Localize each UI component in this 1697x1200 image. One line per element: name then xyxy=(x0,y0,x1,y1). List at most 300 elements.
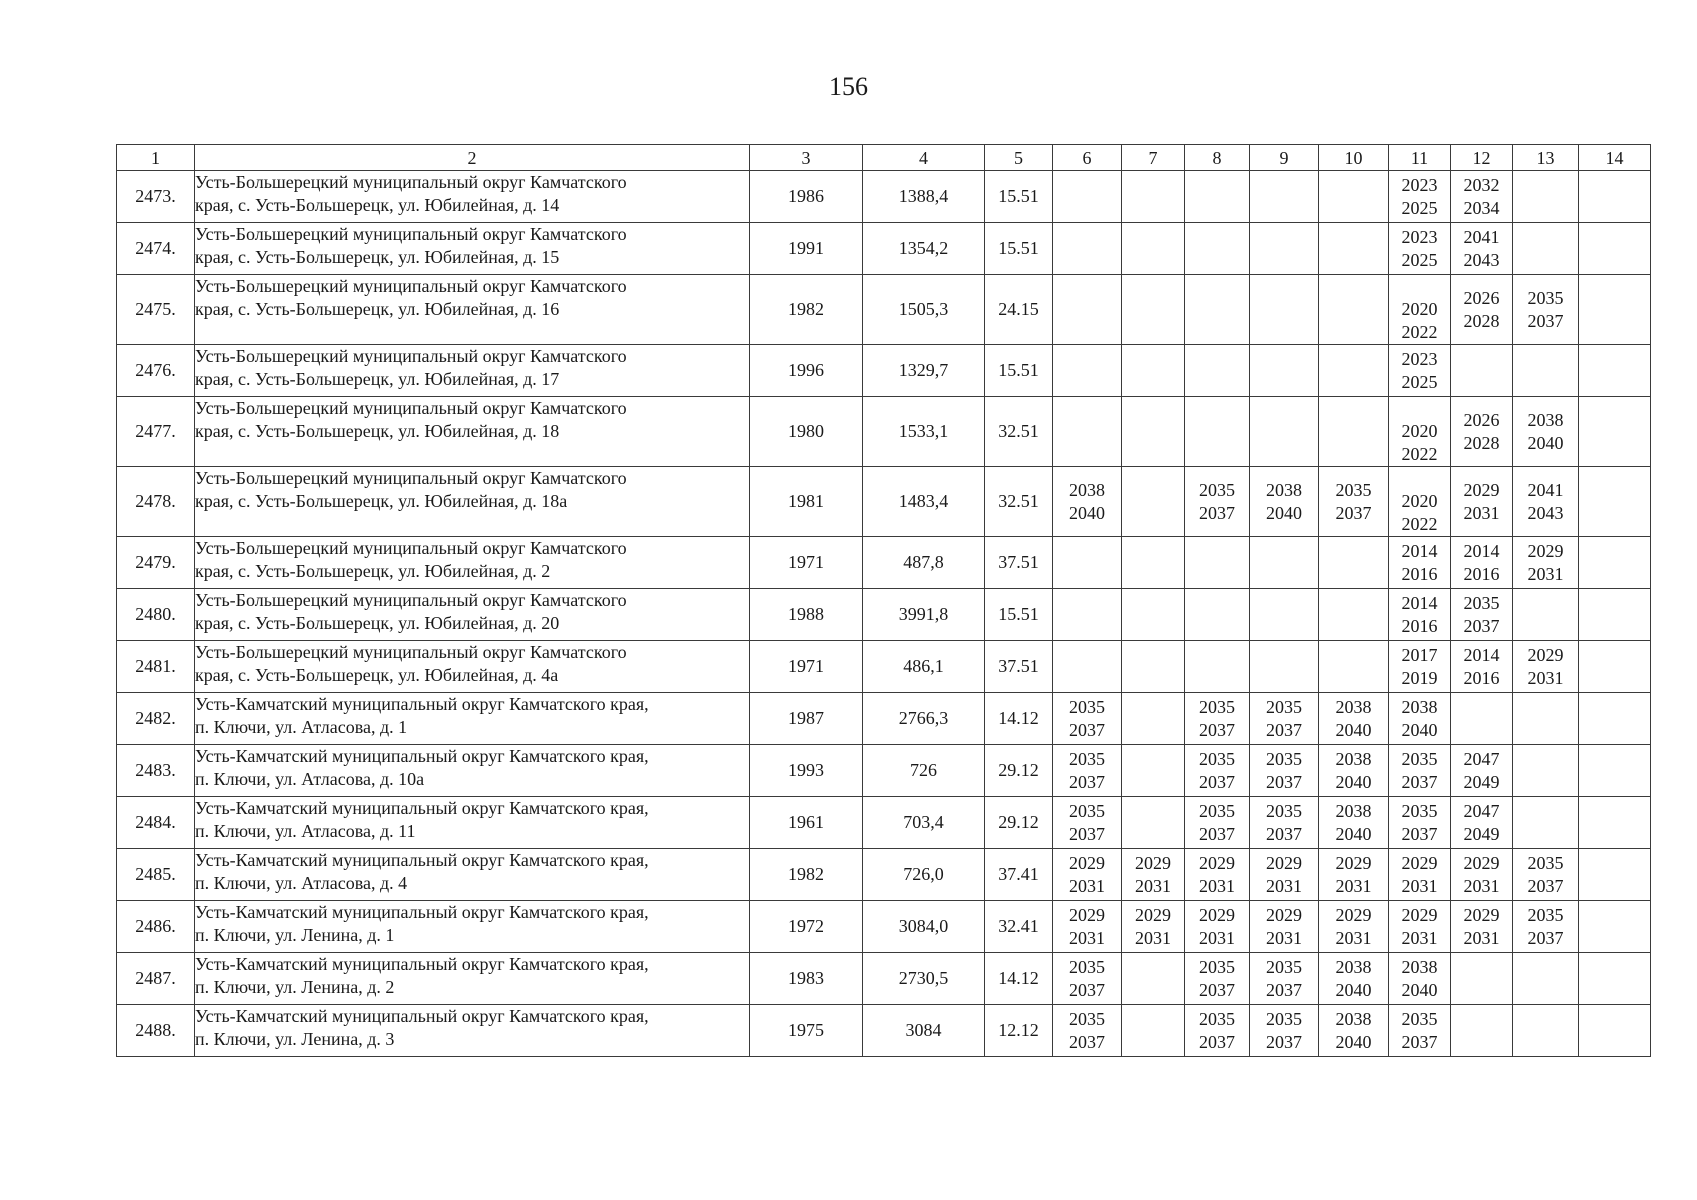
period-end: 2037 xyxy=(1527,875,1564,896)
period-cell xyxy=(1185,1005,1250,1057)
area-cell: 2730,5 xyxy=(863,953,985,1005)
period-cell xyxy=(1122,1005,1185,1057)
period-end: 2040 xyxy=(1527,432,1564,453)
address-line: Усть-Большерецкий муниципальный округ Камчатского xyxy=(195,172,627,192)
build-year-cell: 1980 xyxy=(750,397,863,467)
period-end: 2037 xyxy=(1069,719,1105,740)
period-start: 2035 xyxy=(1199,696,1235,717)
period-end: 2037 xyxy=(1199,719,1235,740)
period-start: 2035 xyxy=(1069,696,1105,717)
period-end: 2025 xyxy=(1401,371,1438,392)
period-cell xyxy=(1579,641,1651,693)
row-number-cell: 2478. xyxy=(117,467,195,537)
period-cell xyxy=(1389,745,1451,797)
period-start: 2035 xyxy=(1463,592,1500,613)
period-cell xyxy=(1122,467,1185,537)
period-cell xyxy=(1389,693,1451,745)
area-cell: 1354,2 xyxy=(863,223,985,275)
address-line: Усть-Большерецкий муниципальный округ Камчатского xyxy=(195,224,627,244)
address-line: края, с. Усть-Большерецк, ул. Юбилейная, д. 18 xyxy=(195,421,560,441)
build-year-cell: 1975 xyxy=(750,1005,863,1057)
period-end: 2037 xyxy=(1266,771,1302,792)
period-cell xyxy=(1185,537,1250,589)
period-cell xyxy=(1451,849,1513,901)
period-cell xyxy=(1185,901,1250,953)
period-cell xyxy=(1513,223,1579,275)
address-cell xyxy=(195,1005,750,1057)
address-cell xyxy=(195,171,750,223)
period-end: 2037 xyxy=(1199,771,1235,792)
period-cell xyxy=(1319,745,1389,797)
period-end: 2031 xyxy=(1069,927,1105,948)
period-end: 2040 xyxy=(1401,719,1438,740)
period-end: 2022 xyxy=(1401,514,1438,534)
address-line: Усть-Камчатский муниципальный округ Камчатского края, xyxy=(195,902,649,922)
period-start: 2029 xyxy=(1069,852,1105,873)
period-cell xyxy=(1513,849,1579,901)
period-cell xyxy=(1389,953,1451,1005)
period-cell xyxy=(1579,693,1651,745)
period-start: 2038 xyxy=(1069,479,1105,500)
table-row xyxy=(117,223,1651,275)
address-line: края, с. Усть-Большерецк, ул. Юбилейная, д. 20 xyxy=(195,613,560,633)
address-cell xyxy=(195,745,750,797)
period-cell xyxy=(1122,223,1185,275)
column-header: 5 xyxy=(985,145,1053,171)
code-cell: 15.51 xyxy=(985,345,1053,397)
row-number-cell: 2486. xyxy=(117,901,195,953)
address-line: Усть-Большерецкий муниципальный округ Камчатского xyxy=(195,276,627,296)
period-cell xyxy=(1250,345,1319,397)
period-end: 2025 xyxy=(1401,197,1438,218)
period-cell xyxy=(1185,275,1250,345)
address-line: Усть-Камчатский муниципальный округ Камчатского края, xyxy=(195,954,649,974)
period-end: 2031 xyxy=(1199,875,1235,896)
period-cell xyxy=(1579,901,1651,953)
period-cell xyxy=(1053,171,1122,223)
row-number-cell: 2487. xyxy=(117,953,195,1005)
address-line: края, с. Усть-Большерецк, ул. Юбилейная, д. 2 xyxy=(195,561,551,581)
address-line: п. Ключи, ул. Атласова, д. 1 xyxy=(195,717,408,737)
period-cell xyxy=(1053,901,1122,953)
address-line: п. Ключи, ул. Атласова, д. 10а xyxy=(195,769,425,789)
period-cell xyxy=(1451,275,1513,345)
period-end: 2037 xyxy=(1199,823,1235,844)
period-cell xyxy=(1389,223,1451,275)
period-cell xyxy=(1513,901,1579,953)
period-cell xyxy=(1513,745,1579,797)
period-start: 2035 xyxy=(1266,1008,1302,1029)
period-cell xyxy=(1513,345,1579,397)
build-year-cell: 1982 xyxy=(750,849,863,901)
period-cell xyxy=(1319,467,1389,537)
period-end: 2040 xyxy=(1335,719,1372,740)
period-cell xyxy=(1319,397,1389,467)
build-year-cell: 1971 xyxy=(750,537,863,589)
period-cell xyxy=(1579,275,1651,345)
address-line: Усть-Большерецкий муниципальный округ Камчатского xyxy=(195,398,627,418)
period-start: 2038 xyxy=(1335,696,1372,717)
address-line: п. Ключи, ул. Ленина, д. 3 xyxy=(195,1029,395,1049)
period-end: 2037 xyxy=(1266,823,1302,844)
period-cell xyxy=(1319,901,1389,953)
column-number-row xyxy=(117,145,1651,171)
area-cell: 3084 xyxy=(863,1005,985,1057)
period-start: 2029 xyxy=(1401,904,1438,925)
address-cell xyxy=(195,467,750,537)
period-end: 2043 xyxy=(1527,502,1564,523)
period-end: 2031 xyxy=(1335,875,1372,896)
column-header: 7 xyxy=(1122,145,1185,171)
period-cell xyxy=(1053,397,1122,467)
period-cell xyxy=(1250,589,1319,641)
period-end: 2028 xyxy=(1463,310,1500,331)
period-cell xyxy=(1185,797,1250,849)
row-number-cell: 2481. xyxy=(117,641,195,693)
column-header: 2 xyxy=(195,145,750,171)
period-cell xyxy=(1389,275,1451,345)
period-cell xyxy=(1579,467,1651,537)
period-end: 2016 xyxy=(1463,563,1500,584)
column-header: 14 xyxy=(1579,145,1651,171)
period-start: 2038 xyxy=(1335,956,1372,977)
column-header: 9 xyxy=(1250,145,1319,171)
period-cell xyxy=(1250,797,1319,849)
period-cell xyxy=(1513,641,1579,693)
period-end: 2040 xyxy=(1335,1031,1372,1052)
period-cell xyxy=(1319,171,1389,223)
period-start: 2014 xyxy=(1463,644,1500,665)
period-cell xyxy=(1579,797,1651,849)
period-end: 2037 xyxy=(1266,719,1302,740)
period-start: 2035 xyxy=(1199,1008,1235,1029)
period-end: 2040 xyxy=(1335,771,1372,792)
period-cell xyxy=(1513,397,1579,467)
column-header: 3 xyxy=(750,145,863,171)
period-start: 2029 xyxy=(1135,852,1171,873)
build-year-cell: 1996 xyxy=(750,345,863,397)
period-end: 2037 xyxy=(1199,502,1235,523)
address-line: Усть-Большерецкий муниципальный округ Камчатского xyxy=(195,468,627,488)
period-cell xyxy=(1250,275,1319,345)
table-row xyxy=(117,589,1651,641)
period-end: 2040 xyxy=(1401,979,1438,1000)
period-start: 2035 xyxy=(1527,287,1564,308)
period-start: 2035 xyxy=(1266,956,1302,977)
period-cell xyxy=(1451,223,1513,275)
period-cell xyxy=(1185,641,1250,693)
column-header: 8 xyxy=(1185,145,1250,171)
period-start: 2035 xyxy=(1401,1008,1438,1029)
period-end: 2037 xyxy=(1266,1031,1302,1052)
address-cell xyxy=(195,397,750,467)
address-line: Усть-Камчатский муниципальный округ Камчатского края, xyxy=(195,850,649,870)
period-cell xyxy=(1122,953,1185,1005)
period-cell xyxy=(1513,537,1579,589)
address-line: края, с. Усть-Большерецк, ул. Юбилейная, д. 14 xyxy=(195,195,560,215)
period-cell xyxy=(1185,223,1250,275)
row-number-cell: 2488. xyxy=(117,1005,195,1057)
period-cell xyxy=(1579,171,1651,223)
table-row xyxy=(117,693,1651,745)
period-cell xyxy=(1122,797,1185,849)
period-cell xyxy=(1319,693,1389,745)
code-cell: 12.12 xyxy=(985,1005,1053,1057)
period-start: 2038 xyxy=(1527,409,1564,430)
period-cell xyxy=(1319,953,1389,1005)
period-cell xyxy=(1513,467,1579,537)
period-cell xyxy=(1319,345,1389,397)
period-cell xyxy=(1451,537,1513,589)
period-cell xyxy=(1250,745,1319,797)
address-cell xyxy=(195,537,750,589)
period-cell xyxy=(1185,397,1250,467)
period-end: 2031 xyxy=(1463,927,1500,948)
column-header: 13 xyxy=(1513,145,1579,171)
area-cell: 703,4 xyxy=(863,797,985,849)
period-end: 2037 xyxy=(1401,1031,1438,1052)
period-start: 2014 xyxy=(1401,592,1438,613)
code-cell: 32.41 xyxy=(985,901,1053,953)
period-cell xyxy=(1513,275,1579,345)
period-start: 2038 xyxy=(1335,800,1372,821)
period-end: 2037 xyxy=(1401,823,1438,844)
period-start: 2038 xyxy=(1401,696,1438,717)
address-cell xyxy=(195,345,750,397)
address-cell xyxy=(195,849,750,901)
address-line: Усть-Камчатский муниципальный округ Камчатского края, xyxy=(195,798,649,818)
period-cell xyxy=(1451,589,1513,641)
period-start: 2035 xyxy=(1401,800,1438,821)
build-year-cell: 1988 xyxy=(750,589,863,641)
period-cell xyxy=(1451,693,1513,745)
period-cell xyxy=(1513,589,1579,641)
period-cell xyxy=(1122,345,1185,397)
period-cell xyxy=(1250,1005,1319,1057)
period-cell xyxy=(1389,537,1451,589)
period-start: 2047 xyxy=(1463,800,1500,821)
period-cell xyxy=(1053,345,1122,397)
build-year-cell: 1981 xyxy=(750,467,863,537)
period-start: 2035 xyxy=(1199,956,1235,977)
housing-register-table xyxy=(116,144,1651,1057)
period-start: 2038 xyxy=(1335,748,1372,769)
period-cell xyxy=(1579,223,1651,275)
period-cell xyxy=(1579,397,1651,467)
period-start: 2035 xyxy=(1335,479,1372,500)
period-cell xyxy=(1579,345,1651,397)
row-number-cell: 2484. xyxy=(117,797,195,849)
period-end: 2031 xyxy=(1199,927,1235,948)
period-end: 2034 xyxy=(1463,197,1500,218)
period-cell xyxy=(1053,589,1122,641)
period-start: 2029 xyxy=(1463,904,1500,925)
period-end: 2037 xyxy=(1527,310,1564,331)
period-cell xyxy=(1579,745,1651,797)
period-end: 2031 xyxy=(1401,927,1438,948)
period-end: 2037 xyxy=(1463,615,1500,636)
period-start: 2026 xyxy=(1463,287,1500,308)
period-cell xyxy=(1451,797,1513,849)
period-start: 2035 xyxy=(1069,748,1105,769)
period-cell xyxy=(1389,641,1451,693)
period-cell xyxy=(1319,849,1389,901)
period-cell xyxy=(1053,745,1122,797)
address-cell xyxy=(195,223,750,275)
period-cell xyxy=(1053,953,1122,1005)
period-cell xyxy=(1319,1005,1389,1057)
period-cell xyxy=(1185,171,1250,223)
build-year-cell: 1971 xyxy=(750,641,863,693)
code-cell: 37.41 xyxy=(985,849,1053,901)
build-year-cell: 1991 xyxy=(750,223,863,275)
code-cell: 32.51 xyxy=(985,467,1053,537)
period-start: 2029 xyxy=(1401,852,1438,873)
address-line: п. Ключи, ул. Ленина, д. 1 xyxy=(195,925,395,945)
period-cell xyxy=(1319,641,1389,693)
period-end: 2019 xyxy=(1401,667,1438,688)
period-end: 2040 xyxy=(1069,502,1105,523)
address-line: Усть-Большерецкий муниципальный округ Камчатского xyxy=(195,590,627,610)
table-row xyxy=(117,345,1651,397)
period-cell xyxy=(1185,745,1250,797)
build-year-cell: 1972 xyxy=(750,901,863,953)
period-cell xyxy=(1389,397,1451,467)
period-start: 2035 xyxy=(1069,1008,1105,1029)
period-start: 2029 xyxy=(1266,904,1302,925)
period-end: 2031 xyxy=(1069,875,1105,896)
period-cell xyxy=(1053,275,1122,345)
period-start: 2035 xyxy=(1266,696,1302,717)
period-cell xyxy=(1579,849,1651,901)
address-line: п. Ключи, ул. Ленина, д. 2 xyxy=(195,977,395,997)
period-cell xyxy=(1451,345,1513,397)
row-number-cell: 2483. xyxy=(117,745,195,797)
column-header: 6 xyxy=(1053,145,1122,171)
period-start: 2026 xyxy=(1463,409,1500,430)
table-body xyxy=(117,171,1651,1057)
code-cell: 14.12 xyxy=(985,953,1053,1005)
period-start: 2014 xyxy=(1463,540,1500,561)
row-number-cell: 2480. xyxy=(117,589,195,641)
period-start: 2029 xyxy=(1266,852,1302,873)
table-row xyxy=(117,745,1651,797)
address-cell xyxy=(195,589,750,641)
area-cell: 3991,8 xyxy=(863,589,985,641)
address-cell xyxy=(195,275,750,345)
period-end: 2031 xyxy=(1401,875,1438,896)
address-cell xyxy=(195,797,750,849)
period-cell xyxy=(1122,589,1185,641)
period-cell xyxy=(1389,345,1451,397)
period-cell xyxy=(1185,345,1250,397)
period-end: 2031 xyxy=(1266,875,1302,896)
period-cell xyxy=(1250,223,1319,275)
period-end: 2022 xyxy=(1401,322,1438,342)
period-cell xyxy=(1053,537,1122,589)
period-cell xyxy=(1250,537,1319,589)
period-cell xyxy=(1250,953,1319,1005)
period-end: 2016 xyxy=(1401,615,1438,636)
period-cell xyxy=(1451,745,1513,797)
period-end: 2031 xyxy=(1527,563,1564,584)
address-line: п. Ключи, ул. Атласова, д. 11 xyxy=(195,821,416,841)
period-cell xyxy=(1053,641,1122,693)
period-cell xyxy=(1250,901,1319,953)
build-year-cell: 1982 xyxy=(750,275,863,345)
period-end: 2037 xyxy=(1199,1031,1235,1052)
area-cell: 1505,3 xyxy=(863,275,985,345)
period-cell xyxy=(1250,693,1319,745)
period-end: 2031 xyxy=(1266,927,1302,948)
period-cell xyxy=(1451,901,1513,953)
code-cell: 37.51 xyxy=(985,641,1053,693)
period-end: 2031 xyxy=(1135,927,1171,948)
code-cell: 29.12 xyxy=(985,745,1053,797)
period-end: 2031 xyxy=(1335,927,1372,948)
period-cell xyxy=(1451,467,1513,537)
column-header: 12 xyxy=(1451,145,1513,171)
period-cell xyxy=(1389,171,1451,223)
row-number-cell: 2476. xyxy=(117,345,195,397)
area-cell: 726,0 xyxy=(863,849,985,901)
period-cell xyxy=(1319,275,1389,345)
period-cell xyxy=(1451,953,1513,1005)
period-start: 2035 xyxy=(1401,748,1438,769)
table-row xyxy=(117,901,1651,953)
address-cell xyxy=(195,693,750,745)
area-cell: 1329,7 xyxy=(863,345,985,397)
table-row xyxy=(117,1005,1651,1057)
period-start: 2038 xyxy=(1401,956,1438,977)
address-line: Усть-Камчатский муниципальный округ Камчатского края, xyxy=(195,746,649,766)
column-header: 11 xyxy=(1389,145,1451,171)
period-cell xyxy=(1513,693,1579,745)
period-cell xyxy=(1451,397,1513,467)
period-cell xyxy=(1122,849,1185,901)
period-cell xyxy=(1185,467,1250,537)
area-cell: 2766,3 xyxy=(863,693,985,745)
code-cell: 29.12 xyxy=(985,797,1053,849)
code-cell: 15.51 xyxy=(985,223,1053,275)
period-start: 2035 xyxy=(1199,800,1235,821)
period-start: 2041 xyxy=(1527,479,1564,500)
period-cell xyxy=(1319,537,1389,589)
period-end: 2016 xyxy=(1401,563,1438,584)
table-row xyxy=(117,467,1651,537)
column-header: 1 xyxy=(117,145,195,171)
period-end: 2031 xyxy=(1527,667,1564,688)
address-cell xyxy=(195,953,750,1005)
period-cell xyxy=(1319,223,1389,275)
period-start: 2035 xyxy=(1199,479,1235,500)
row-number-cell: 2482. xyxy=(117,693,195,745)
period-start: 2035 xyxy=(1199,748,1235,769)
page-number: 156 xyxy=(829,72,868,101)
period-cell xyxy=(1389,849,1451,901)
period-cell xyxy=(1579,537,1651,589)
code-cell: 14.12 xyxy=(985,693,1053,745)
code-cell: 32.51 xyxy=(985,397,1053,467)
table-row xyxy=(117,953,1651,1005)
address-line: Усть-Камчатский муниципальный округ Камчатского края, xyxy=(195,1006,649,1026)
address-line: края, с. Усть-Большерецк, ул. Юбилейная, д. 4а xyxy=(195,665,559,685)
period-start: 2041 xyxy=(1463,226,1500,247)
period-cell xyxy=(1185,693,1250,745)
period-cell xyxy=(1122,537,1185,589)
period-cell xyxy=(1579,1005,1651,1057)
period-cell xyxy=(1250,397,1319,467)
